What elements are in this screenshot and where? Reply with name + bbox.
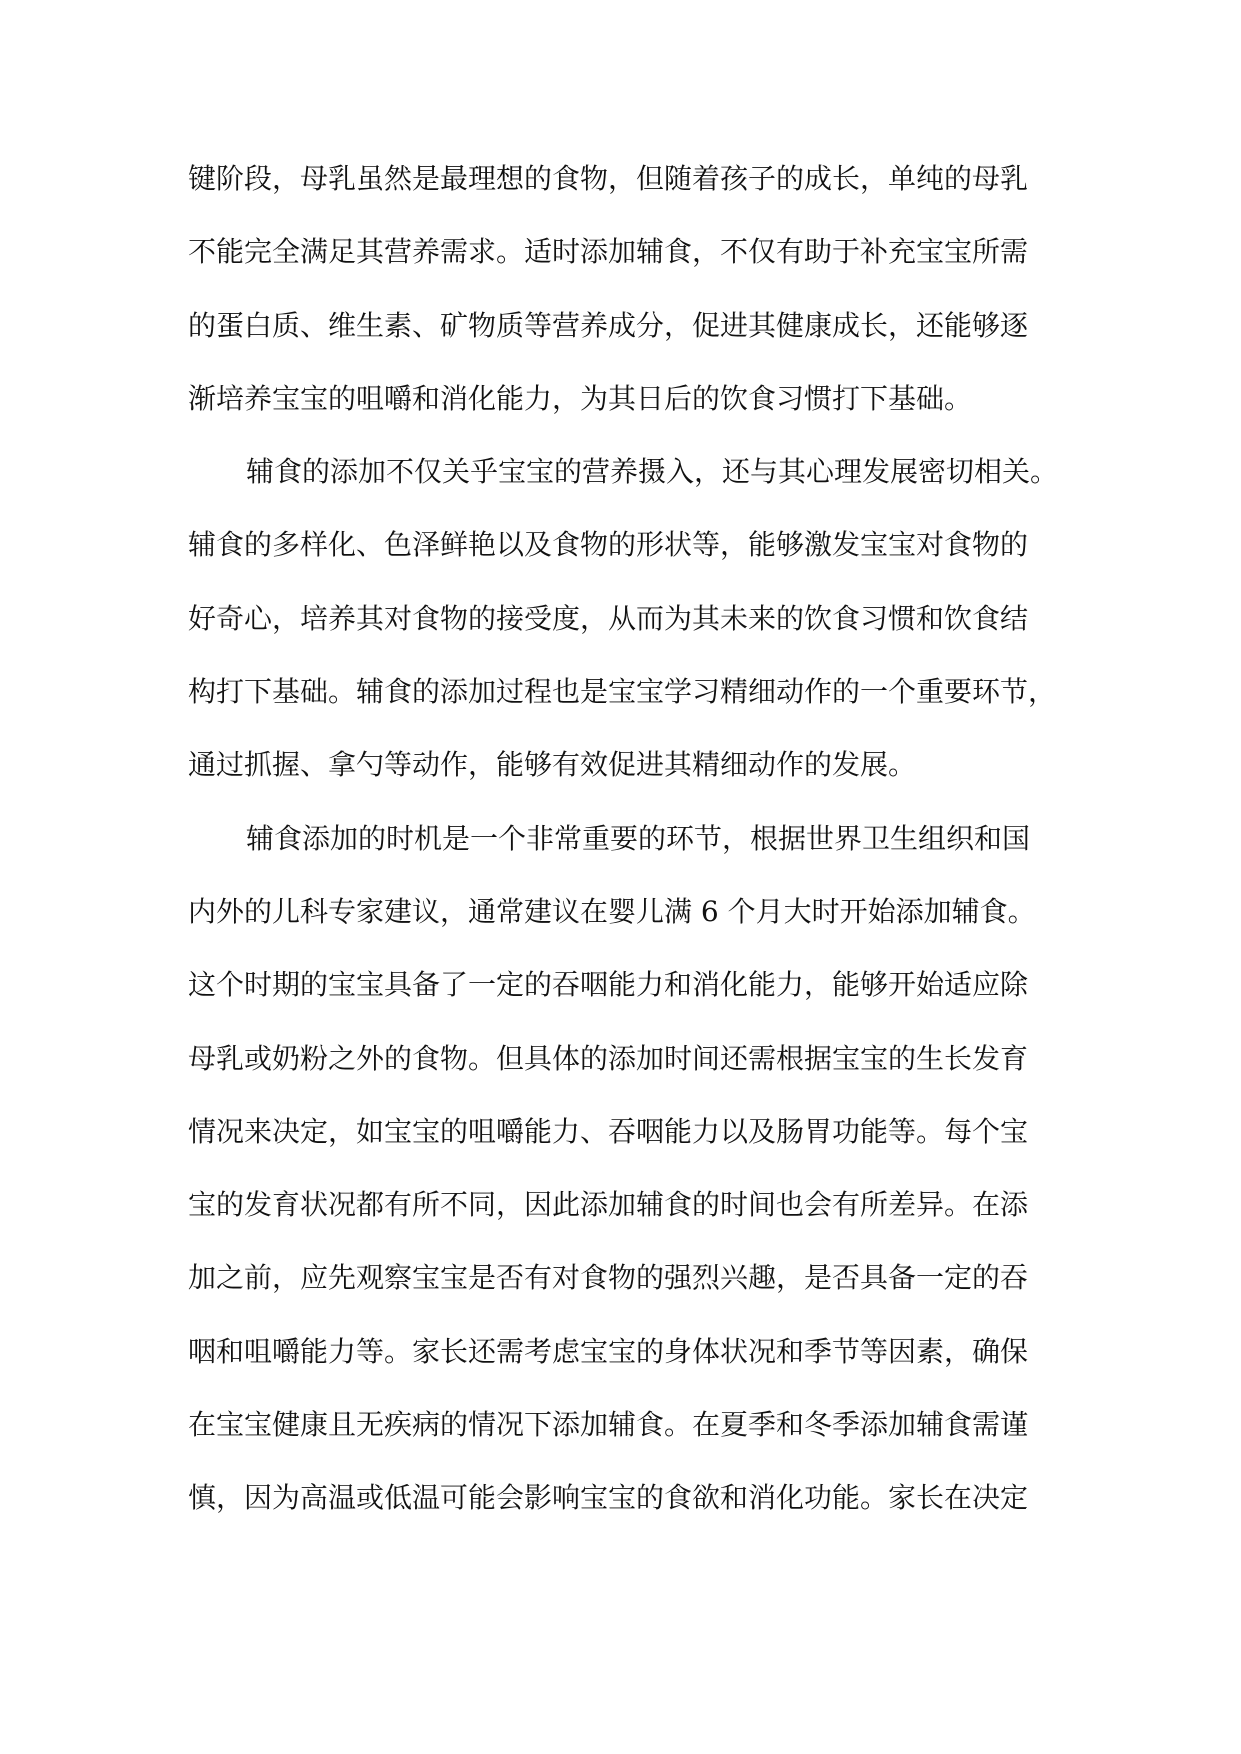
text-line: 加之前，应先观察宝宝是否有对食物的强烈兴趣，是否具备一定的吞 — [188, 1261, 1029, 1295]
text-line: 通过抓握、拿勺等动作，能够有效促进其精细动作的发展。 — [188, 748, 917, 782]
text-line: 构打下基础。辅食的添加过程也是宝宝学习精细动作的一个重要环节， — [188, 675, 1057, 709]
text-line: 内外的儿科专家建议，通常建议在婴儿满 6 个月大时开始添加辅食。 — [188, 894, 1036, 928]
text-line: 好奇心，培养其对食物的接受度，从而为其未来的饮食习惯和饮食结 — [188, 601, 1029, 635]
text-line: 辅食的多样化、色泽鲜艳以及食物的形状等，能够激发宝宝对食物的 — [188, 528, 1029, 562]
text-line: 键阶段，母乳虽然是最理想的食物，但随着孩子的成长，单纯的母乳 — [188, 162, 1029, 195]
text-line: 在宝宝健康且无疾病的情况下添加辅食。在夏季和冬季添加辅食需谨 — [188, 1408, 1029, 1442]
text-line: 渐培养宝宝的咀嚼和消化能力，为其日后的饮食习惯打下基础。 — [188, 381, 973, 415]
text-line: 母乳或奶粉之外的食物。但具体的添加时间还需根据宝宝的生长发育 — [188, 1041, 1029, 1075]
body-text — [188, 142, 1058, 1535]
paragraph-first-line: 辅食的添加不仅关乎宝宝的营养摄入，还与其心理发展密切相关。 — [246, 455, 1059, 489]
text-line: 咽和咀嚼能力等。家长还需考虑宝宝的身体状况和季节等因素，确保 — [188, 1334, 1029, 1368]
text-line: 不能完全满足其营养需求。适时添加辅食，不仅有助于补充宝宝所需 — [188, 235, 1029, 269]
text-line: 的蛋白质、维生素、矿物质等营养成分，促进其健康成长，还能够逐 — [188, 308, 1029, 342]
text-line: 情况来决定，如宝宝的咀嚼能力、吞咽能力以及肠胃功能等。每个宝 — [188, 1114, 1029, 1148]
text-line: 慎，因为高温或低温可能会影响宝宝的食欲和消化功能。家长在决定 — [188, 1481, 1029, 1515]
paragraph-first-line: 辅食添加的时机是一个非常重要的环节，根据世界卫生组织和国 — [246, 821, 1031, 855]
text-line: 宝的发育状况都有所不同，因此添加辅食的时间也会有所差异。在添 — [188, 1188, 1029, 1222]
text-line: 这个时期的宝宝具备了一定的吞咽能力和消化能力，能够开始适应除 — [188, 968, 1029, 1002]
